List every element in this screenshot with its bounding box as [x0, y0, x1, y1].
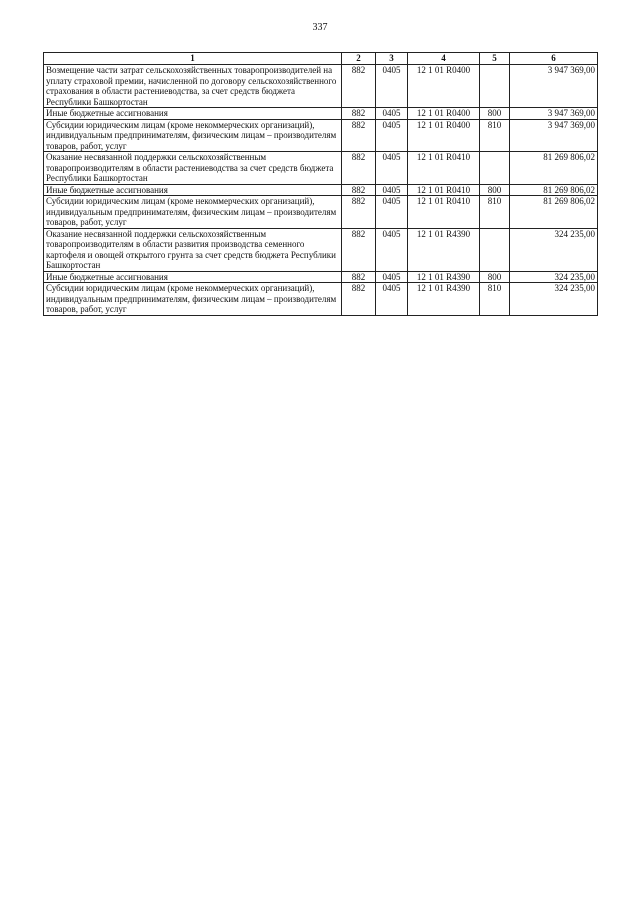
- row-rzpr: 0405: [376, 228, 408, 271]
- row-ved: 882: [342, 196, 376, 229]
- row-name: Субсидии юридическим лицам (кроме некоммерческих организаций), индивидуальным предпринимателям, физическим лицам – производителям товаров, работ, услуг: [44, 196, 342, 229]
- row-csr: 12 1 01 R4390: [408, 283, 480, 316]
- table-row: [44, 196, 598, 229]
- column-header: 2: [342, 53, 376, 65]
- row-ved: 882: [342, 271, 376, 283]
- row-rzpr: 0405: [376, 152, 408, 185]
- table-row: [44, 152, 598, 185]
- row-sum: 3 947 369,00: [510, 108, 598, 120]
- row-csr: 12 1 01 R0410: [408, 184, 480, 196]
- table-row: [44, 184, 598, 196]
- row-sum: 324 235,00: [510, 271, 598, 283]
- row-vr: 810: [480, 119, 510, 152]
- row-ved: 882: [342, 65, 376, 108]
- column-header: 3: [376, 53, 408, 65]
- row-csr: 12 1 01 R0410: [408, 196, 480, 229]
- row-sum: 81 269 806,02: [510, 196, 598, 229]
- row-vr: [480, 228, 510, 271]
- row-name: Иные бюджетные ассигнования: [44, 184, 342, 196]
- row-rzpr: 0405: [376, 196, 408, 229]
- row-rzpr: 0405: [376, 119, 408, 152]
- row-sum: 3 947 369,00: [510, 119, 598, 152]
- row-vr: 800: [480, 271, 510, 283]
- row-ved: 882: [342, 119, 376, 152]
- table-row: [44, 119, 598, 152]
- row-ved: 882: [342, 283, 376, 316]
- row-csr: 12 1 01 R0400: [408, 119, 480, 152]
- column-header: 4: [408, 53, 480, 65]
- row-sum: 324 235,00: [510, 283, 598, 316]
- table-row: [44, 228, 598, 271]
- row-csr: 12 1 01 R0410: [408, 152, 480, 185]
- page-number: 337: [312, 22, 328, 33]
- row-rzpr: 0405: [376, 283, 408, 316]
- row-name: Субсидии юридическим лицам (кроме некоммерческих организаций), индивидуальным предпринимателям, физическим лицам – производителям товаров, работ, услуг: [44, 283, 342, 316]
- row-csr: 12 1 01 R0400: [408, 108, 480, 120]
- row-vr: [480, 152, 510, 185]
- row-vr: 810: [480, 196, 510, 229]
- row-sum: 81 269 806,02: [510, 184, 598, 196]
- row-name: Оказание несвязанной поддержки сельскохозяйственным товаропроизводителям в области развития производства семенного картофеля и овощей открытого грунта за счет средств бюджета Республики Башкортостан: [44, 228, 342, 271]
- row-sum: 81 269 806,02: [510, 152, 598, 185]
- row-csr: 12 1 01 R0400: [408, 65, 480, 108]
- column-header: 6: [510, 53, 598, 65]
- column-header: 1: [44, 53, 342, 65]
- row-rzpr: 0405: [376, 271, 408, 283]
- row-vr: 800: [480, 184, 510, 196]
- row-rzpr: 0405: [376, 65, 408, 108]
- row-name: Субсидии юридическим лицам (кроме некоммерческих организаций), индивидуальным предпринимателям, физическим лицам – производителям товаров, работ, услуг: [44, 119, 342, 152]
- row-vr: 810: [480, 283, 510, 316]
- table-row: [44, 108, 598, 120]
- row-vr: 800: [480, 108, 510, 120]
- row-name: Возмещение части затрат сельскохозяйственных товаропроизводителей на уплату страховой премии, начисленной по договору сельскохозяйственного страхования в области растениеводства, за счет средств бюджета Республики Башкортостан: [44, 65, 342, 108]
- column-header: 5: [480, 53, 510, 65]
- table-row: [44, 271, 598, 283]
- table-row: [44, 65, 598, 108]
- row-rzpr: 0405: [376, 108, 408, 120]
- row-ved: 882: [342, 228, 376, 271]
- row-sum: 324 235,00: [510, 228, 598, 271]
- row-rzpr: 0405: [376, 184, 408, 196]
- budget-table: [43, 52, 598, 316]
- row-name: Оказание несвязанной поддержки сельскохозяйственным товаропроизводителям в области растениеводства за счет средств бюджета Республики Башкортостан: [44, 152, 342, 185]
- row-ved: 882: [342, 108, 376, 120]
- row-name: Иные бюджетные ассигнования: [44, 108, 342, 120]
- row-vr: [480, 65, 510, 108]
- row-sum: 3 947 369,00: [510, 65, 598, 108]
- row-ved: 882: [342, 152, 376, 185]
- row-csr: 12 1 01 R4390: [408, 228, 480, 271]
- row-ved: 882: [342, 184, 376, 196]
- row-name: Иные бюджетные ассигнования: [44, 271, 342, 283]
- row-csr: 12 1 01 R4390: [408, 271, 480, 283]
- table-row: [44, 283, 598, 316]
- table-header-row: [44, 53, 598, 65]
